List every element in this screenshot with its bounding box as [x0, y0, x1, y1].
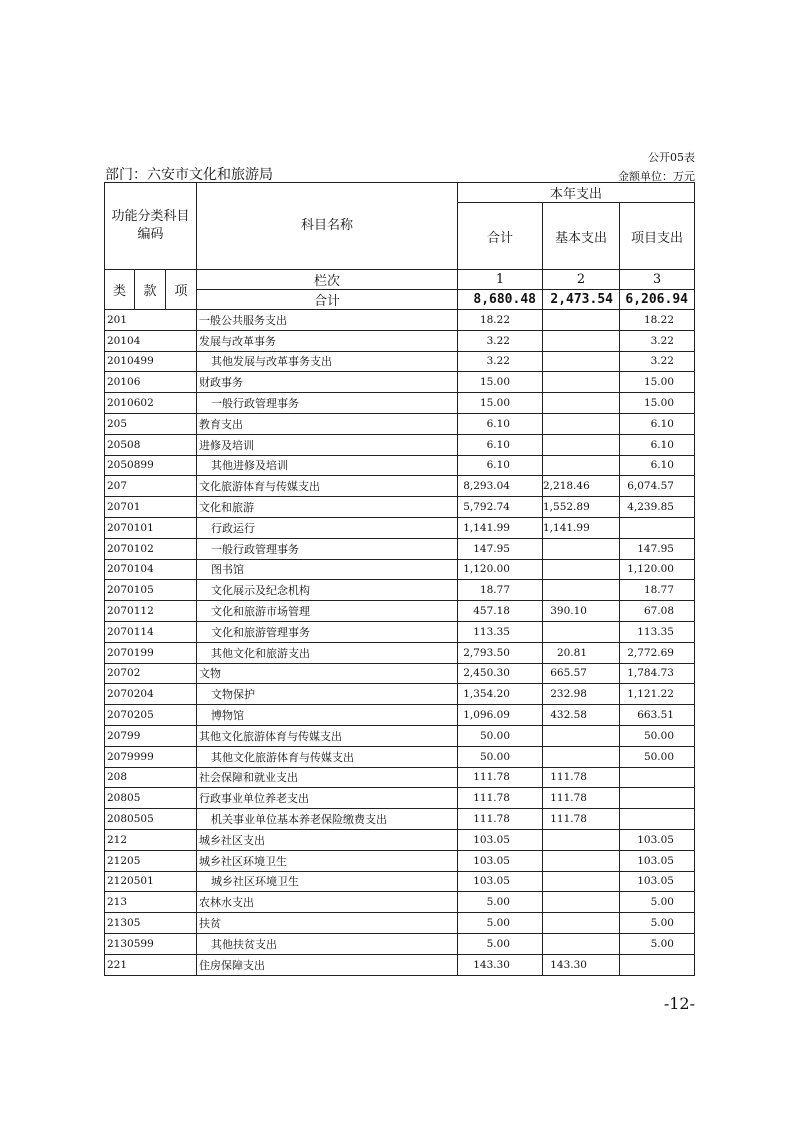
row-name: 农林水支出	[197, 892, 458, 913]
row-basic: 111.78	[543, 788, 620, 809]
header-col-1: 1	[458, 270, 543, 290]
table-row	[105, 746, 695, 767]
row-name: 机关事业单位基本养老保险缴费支出	[197, 809, 458, 830]
row-basic	[543, 413, 620, 434]
table-row	[105, 892, 695, 913]
row-total: 5,792.74	[458, 497, 543, 518]
row-total: 18.77	[458, 580, 543, 601]
row-project: 15.00	[620, 372, 695, 393]
row-name: 其他进修及培训	[197, 455, 458, 476]
row-project: 113.35	[620, 621, 695, 642]
row-code: 212	[105, 829, 197, 850]
row-name: 扶贫	[197, 913, 458, 934]
row-basic	[543, 746, 620, 767]
table-row	[105, 933, 695, 954]
row-basic: 1,552.89	[543, 497, 620, 518]
row-total: 1,120.00	[458, 559, 543, 580]
row-total: 6.10	[458, 455, 543, 476]
row-project: 1,121.22	[620, 684, 695, 705]
row-project	[620, 809, 695, 830]
row-basic: 390.10	[543, 601, 620, 622]
row-name: 城乡社区环境卫生	[197, 871, 458, 892]
row-project: 6.10	[620, 434, 695, 455]
row-name: 文化和旅游	[197, 497, 458, 518]
table-row	[105, 954, 695, 975]
row-project	[620, 954, 695, 975]
row-code: 2050899	[105, 455, 197, 476]
header-current-year: 本年支出	[458, 183, 695, 203]
table-row	[105, 497, 695, 518]
table-row	[105, 559, 695, 580]
row-total: 1,096.09	[458, 705, 543, 726]
row-basic	[543, 455, 620, 476]
row-total: 50.00	[458, 725, 543, 746]
row-name: 社会保障和就业支出	[197, 767, 458, 788]
table-row	[105, 788, 695, 809]
table-row	[105, 413, 695, 434]
table-row	[105, 767, 695, 788]
row-total: 3.22	[458, 351, 543, 372]
row-basic: 111.78	[543, 809, 620, 830]
row-name: 博物馆	[197, 705, 458, 726]
row-project: 5.00	[620, 913, 695, 934]
table-row	[105, 913, 695, 934]
row-code: 2079999	[105, 746, 197, 767]
row-code: 2070204	[105, 684, 197, 705]
table-row	[105, 330, 695, 351]
row-name: 文物保护	[197, 684, 458, 705]
row-basic: 232.98	[543, 684, 620, 705]
row-basic	[543, 871, 620, 892]
table-row	[105, 372, 695, 393]
row-name: 其他文化和旅游支出	[197, 642, 458, 663]
row-total: 6.10	[458, 413, 543, 434]
row-project: 4,239.85	[620, 497, 695, 518]
table-row	[105, 829, 695, 850]
header-total: 合计	[458, 203, 543, 270]
row-total: 103.05	[458, 871, 543, 892]
row-name: 文物	[197, 663, 458, 684]
row-basic	[543, 434, 620, 455]
table-row	[105, 455, 695, 476]
row-name: 一般行政管理事务	[197, 538, 458, 559]
row-basic: 665.57	[543, 663, 620, 684]
table-row	[105, 621, 695, 642]
table-row	[105, 476, 695, 497]
table-row	[105, 351, 695, 372]
table-row	[105, 663, 695, 684]
row-code: 2070205	[105, 705, 197, 726]
row-project: 18.22	[620, 310, 695, 331]
row-project: 15.00	[620, 393, 695, 414]
header-lei: 类	[105, 270, 135, 310]
row-name: 文化和旅游管理事务	[197, 621, 458, 642]
row-code: 2070112	[105, 601, 197, 622]
row-code: 2070104	[105, 559, 197, 580]
row-project: 50.00	[620, 725, 695, 746]
row-project: 5.00	[620, 933, 695, 954]
row-code: 2080505	[105, 809, 197, 830]
row-project: 5.00	[620, 892, 695, 913]
row-project: 1,120.00	[620, 559, 695, 580]
table-row	[105, 809, 695, 830]
header-kuan: 款	[135, 270, 166, 310]
row-name: 住房保障支出	[197, 954, 458, 975]
row-code: 221	[105, 954, 197, 975]
row-basic	[543, 580, 620, 601]
row-code: 20104	[105, 330, 197, 351]
row-basic	[543, 330, 620, 351]
sum-basic: 2,473.54	[543, 290, 620, 310]
row-project: 2,772.69	[620, 642, 695, 663]
header-project: 项目支出	[620, 203, 695, 270]
row-name: 文化和旅游市场管理	[197, 601, 458, 622]
row-name: 文化旅游体育与传媒支出	[197, 476, 458, 497]
row-name: 文化展示及纪念机构	[197, 580, 458, 601]
row-project: 67.08	[620, 601, 695, 622]
row-code: 207	[105, 476, 197, 497]
table-row	[105, 642, 695, 663]
row-project	[620, 767, 695, 788]
row-project	[620, 788, 695, 809]
row-project: 663.51	[620, 705, 695, 726]
row-code: 2010499	[105, 351, 197, 372]
table-row	[105, 310, 695, 331]
row-total: 3.22	[458, 330, 543, 351]
row-basic	[543, 913, 620, 934]
row-project: 6,074.57	[620, 476, 695, 497]
row-name: 其他文化旅游体育与传媒支出	[197, 746, 458, 767]
expenditure-table	[104, 182, 695, 976]
row-code: 20701	[105, 497, 197, 518]
row-code: 2070114	[105, 621, 197, 642]
row-total: 50.00	[458, 746, 543, 767]
row-basic	[543, 850, 620, 871]
row-project	[620, 517, 695, 538]
row-total: 5.00	[458, 913, 543, 934]
row-total: 111.78	[458, 809, 543, 830]
table-row	[105, 725, 695, 746]
table-row	[105, 705, 695, 726]
row-code: 201	[105, 310, 197, 331]
row-name: 发展与改革事务	[197, 330, 458, 351]
row-name: 其他文化旅游体育与传媒支出	[197, 725, 458, 746]
row-project: 103.05	[620, 871, 695, 892]
header-func-code: 功能分类科目编码	[105, 183, 197, 270]
row-code: 208	[105, 767, 197, 788]
row-total: 113.35	[458, 621, 543, 642]
table-row	[105, 684, 695, 705]
header-lanci: 栏次	[197, 270, 458, 290]
row-basic	[543, 559, 620, 580]
row-code: 2070105	[105, 580, 197, 601]
header-basic: 基本支出	[543, 203, 620, 270]
row-total: 111.78	[458, 767, 543, 788]
row-code: 2070102	[105, 538, 197, 559]
row-basic: 20.81	[543, 642, 620, 663]
row-code: 20508	[105, 434, 197, 455]
row-total: 1,354.20	[458, 684, 543, 705]
row-total: 147.95	[458, 538, 543, 559]
department-label: 部门：六安市文化和旅游局	[105, 167, 273, 183]
row-project: 1,784.73	[620, 663, 695, 684]
sum-project: 6,206.94	[620, 290, 695, 310]
row-name: 进修及培训	[197, 434, 458, 455]
table-row	[105, 871, 695, 892]
row-code: 2120501	[105, 871, 197, 892]
row-total: 6.10	[458, 434, 543, 455]
row-total: 8,293.04	[458, 476, 543, 497]
row-code: 205	[105, 413, 197, 434]
row-basic: 2,218.46	[543, 476, 620, 497]
row-name: 城乡社区环境卫生	[197, 850, 458, 871]
row-basic: 1,141.99	[543, 517, 620, 538]
row-code: 20106	[105, 372, 197, 393]
row-total: 111.78	[458, 788, 543, 809]
row-basic	[543, 538, 620, 559]
table-row	[105, 580, 695, 601]
row-basic	[543, 393, 620, 414]
row-code: 21205	[105, 850, 197, 871]
table-row	[105, 538, 695, 559]
row-basic	[543, 310, 620, 331]
row-total: 143.30	[458, 954, 543, 975]
header-subject-name: 科目名称	[197, 183, 458, 270]
row-basic	[543, 621, 620, 642]
row-name: 城乡社区支出	[197, 829, 458, 850]
row-name: 一般行政管理事务	[197, 393, 458, 414]
row-name: 图书馆	[197, 559, 458, 580]
row-name: 财政事务	[197, 372, 458, 393]
row-project: 103.05	[620, 850, 695, 871]
row-total: 15.00	[458, 393, 543, 414]
page-number: -12-	[663, 994, 695, 1013]
header-col-3: 3	[620, 270, 695, 290]
table-row	[105, 601, 695, 622]
sum-label: 合计	[197, 290, 458, 310]
table-row	[105, 393, 695, 414]
row-code: 20702	[105, 663, 197, 684]
row-name: 教育支出	[197, 413, 458, 434]
row-basic: 432.58	[543, 705, 620, 726]
row-project: 6.10	[620, 413, 695, 434]
row-project: 6.10	[620, 455, 695, 476]
table-row	[105, 850, 695, 871]
row-basic	[543, 351, 620, 372]
header-col-2: 2	[543, 270, 620, 290]
row-total: 1,141.99	[458, 517, 543, 538]
row-name: 一般公共服务支出	[197, 310, 458, 331]
row-code: 213	[105, 892, 197, 913]
row-name: 行政运行	[197, 517, 458, 538]
row-code: 21305	[105, 913, 197, 934]
row-code: 20799	[105, 725, 197, 746]
row-basic	[543, 829, 620, 850]
row-code: 2070101	[105, 517, 197, 538]
row-total: 103.05	[458, 829, 543, 850]
row-project: 50.00	[620, 746, 695, 767]
row-project: 147.95	[620, 538, 695, 559]
row-basic: 111.78	[543, 767, 620, 788]
row-basic	[543, 372, 620, 393]
row-total: 5.00	[458, 933, 543, 954]
row-project: 3.22	[620, 330, 695, 351]
row-code: 2070199	[105, 642, 197, 663]
row-code: 2130599	[105, 933, 197, 954]
form-code: 公开05表	[648, 151, 695, 164]
unit-label: 金额单位：万元	[618, 170, 695, 183]
row-code: 20805	[105, 788, 197, 809]
row-project: 18.77	[620, 580, 695, 601]
row-total: 2,793.50	[458, 642, 543, 663]
row-total: 103.05	[458, 850, 543, 871]
row-basic	[543, 892, 620, 913]
row-total: 5.00	[458, 892, 543, 913]
row-basic: 143.30	[543, 954, 620, 975]
row-total: 15.00	[458, 372, 543, 393]
sum-total: 8,680.48	[458, 290, 543, 310]
row-total: 18.22	[458, 310, 543, 331]
table-row	[105, 517, 695, 538]
row-name: 其他扶贫支出	[197, 933, 458, 954]
row-total: 2,450.30	[458, 663, 543, 684]
row-basic	[543, 725, 620, 746]
row-basic	[543, 933, 620, 954]
row-name: 其他发展与改革事务支出	[197, 351, 458, 372]
row-total: 457.18	[458, 601, 543, 622]
table-row	[105, 434, 695, 455]
row-project: 103.05	[620, 829, 695, 850]
row-name: 行政事业单位养老支出	[197, 788, 458, 809]
row-project: 3.22	[620, 351, 695, 372]
header-xiang: 项	[166, 270, 197, 310]
row-code: 2010602	[105, 393, 197, 414]
